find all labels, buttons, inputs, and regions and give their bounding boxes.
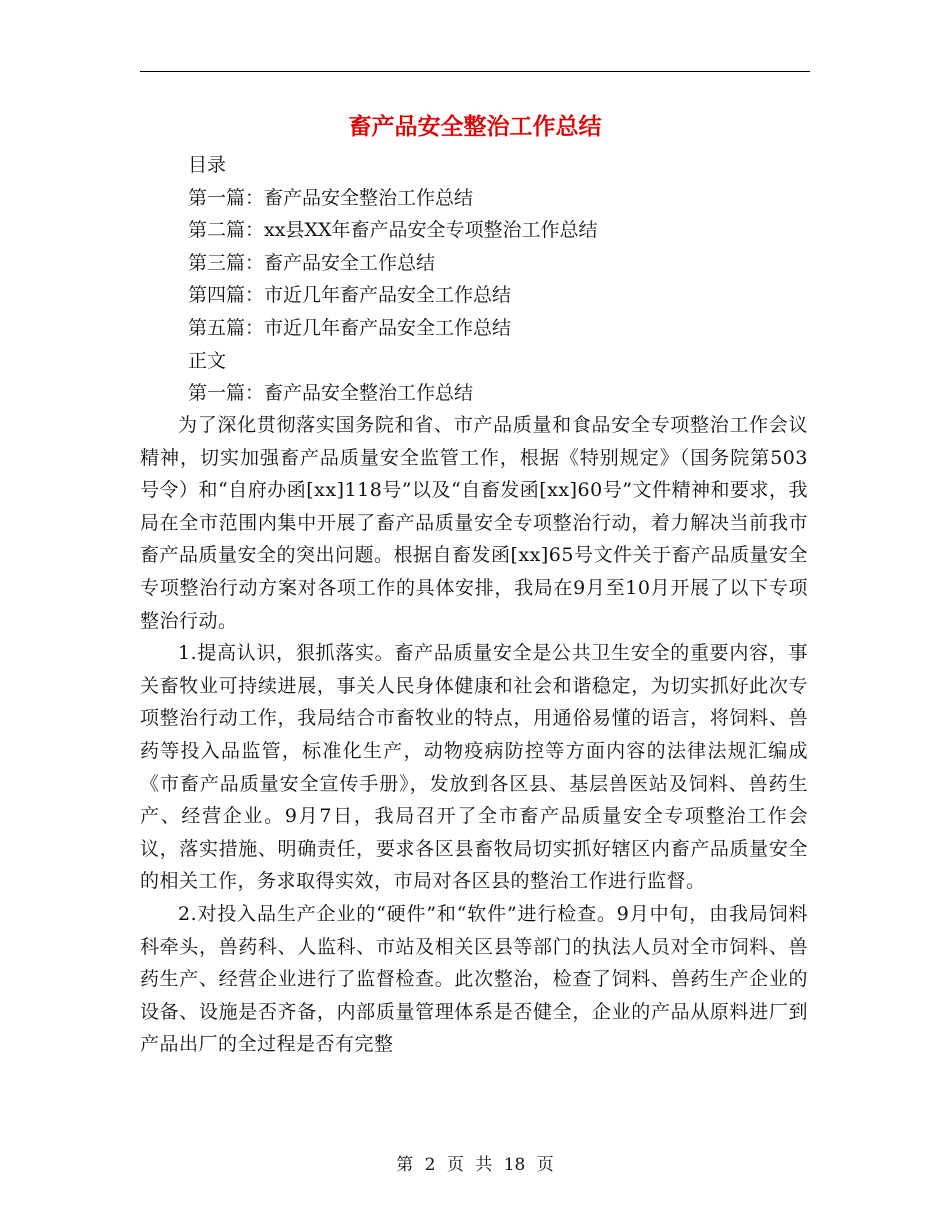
toc-item: 第五篇：市近几年畜产品安全工作总结 xyxy=(188,316,512,339)
document-title: 畜产品安全整治工作总结 xyxy=(348,113,602,140)
toc-item: 第二篇：xx县XX年畜产品安全专项整治工作总结 xyxy=(188,219,598,242)
page-number: 第 2 页 共 18 页 xyxy=(396,1155,554,1175)
body-paragraph: 为了深化贯彻落实国务院和省、市产品质量和食品安全专项整治工作会议精神，切实加强畜产品质量安全监管工作，根据《特别规定》（国务院第503号令）和“自府办函[xx]118号”以及“自畜发函[xx]60号”文件精神和要求，我局在全市范围内集中开展了畜产品质量安全专项整治行动，着力解决当前我市畜产品质量安全的突出问题。根据自畜发函[xx]65号文件关于畜产品质量安全专项整治行动方案对各项工作的具体安排，我局在9月至10月开展了以下专项整治行动。 xyxy=(140,414,808,632)
header-rule xyxy=(140,71,810,72)
section-heading: 第一篇：畜产品安全整治工作总结 xyxy=(188,382,474,405)
body-heading: 正文 xyxy=(188,349,227,372)
toc-item: 第三篇：畜产品安全工作总结 xyxy=(188,251,436,274)
body-paragraph: 2.对投入品生产企业的“硬件”和“软件”进行检查。9月中旬，由我局饲料科牵头，兽药科、人监科、市站及相关区县等部门的执法人员对全市饲料、兽药生产、经营企业进行了监督检查。此次整治，检查了饲料、兽药生产企业的设备、设施是否齐备，内部质量管理体系是否健全，企业的产品从原料进厂到产品出厂的全过程是否有完整 xyxy=(140,902,808,1056)
toc-item: 第一篇：畜产品安全整治工作总结 xyxy=(188,186,474,209)
body-paragraph: 1.提高认识，狠抓落实。畜产品质量安全是公共卫生安全的重要内容，事关畜牧业可持续进展，事关人民身体健康和社会和谐稳定，为切实抓好此次专项整治行动工作，我局结合市畜牧业的特点，用通俗易懂的语言，将饲料、兽药等投入品监管，标准化生产，动物疫病防控等方面内容的法律法规汇编成《市畜产品质量安全宣传手册》，发放到各区县、基层兽医站及饲料、兽药生产、经营企业。9月7日，我局召开了全市畜产品质量安全专项整治工作会议，落实措施、明确责任，要求各区县畜牧局切实抓好辖区内畜产品质量安全的相关工作，务求取得实效，市局对各区县的整治工作进行监督。 xyxy=(140,642,808,893)
toc-heading: 目录 xyxy=(188,154,227,176)
toc-item: 第四篇：市近几年畜产品安全工作总结 xyxy=(188,284,512,307)
table-of-contents xyxy=(188,149,808,410)
document-body xyxy=(140,409,808,1061)
